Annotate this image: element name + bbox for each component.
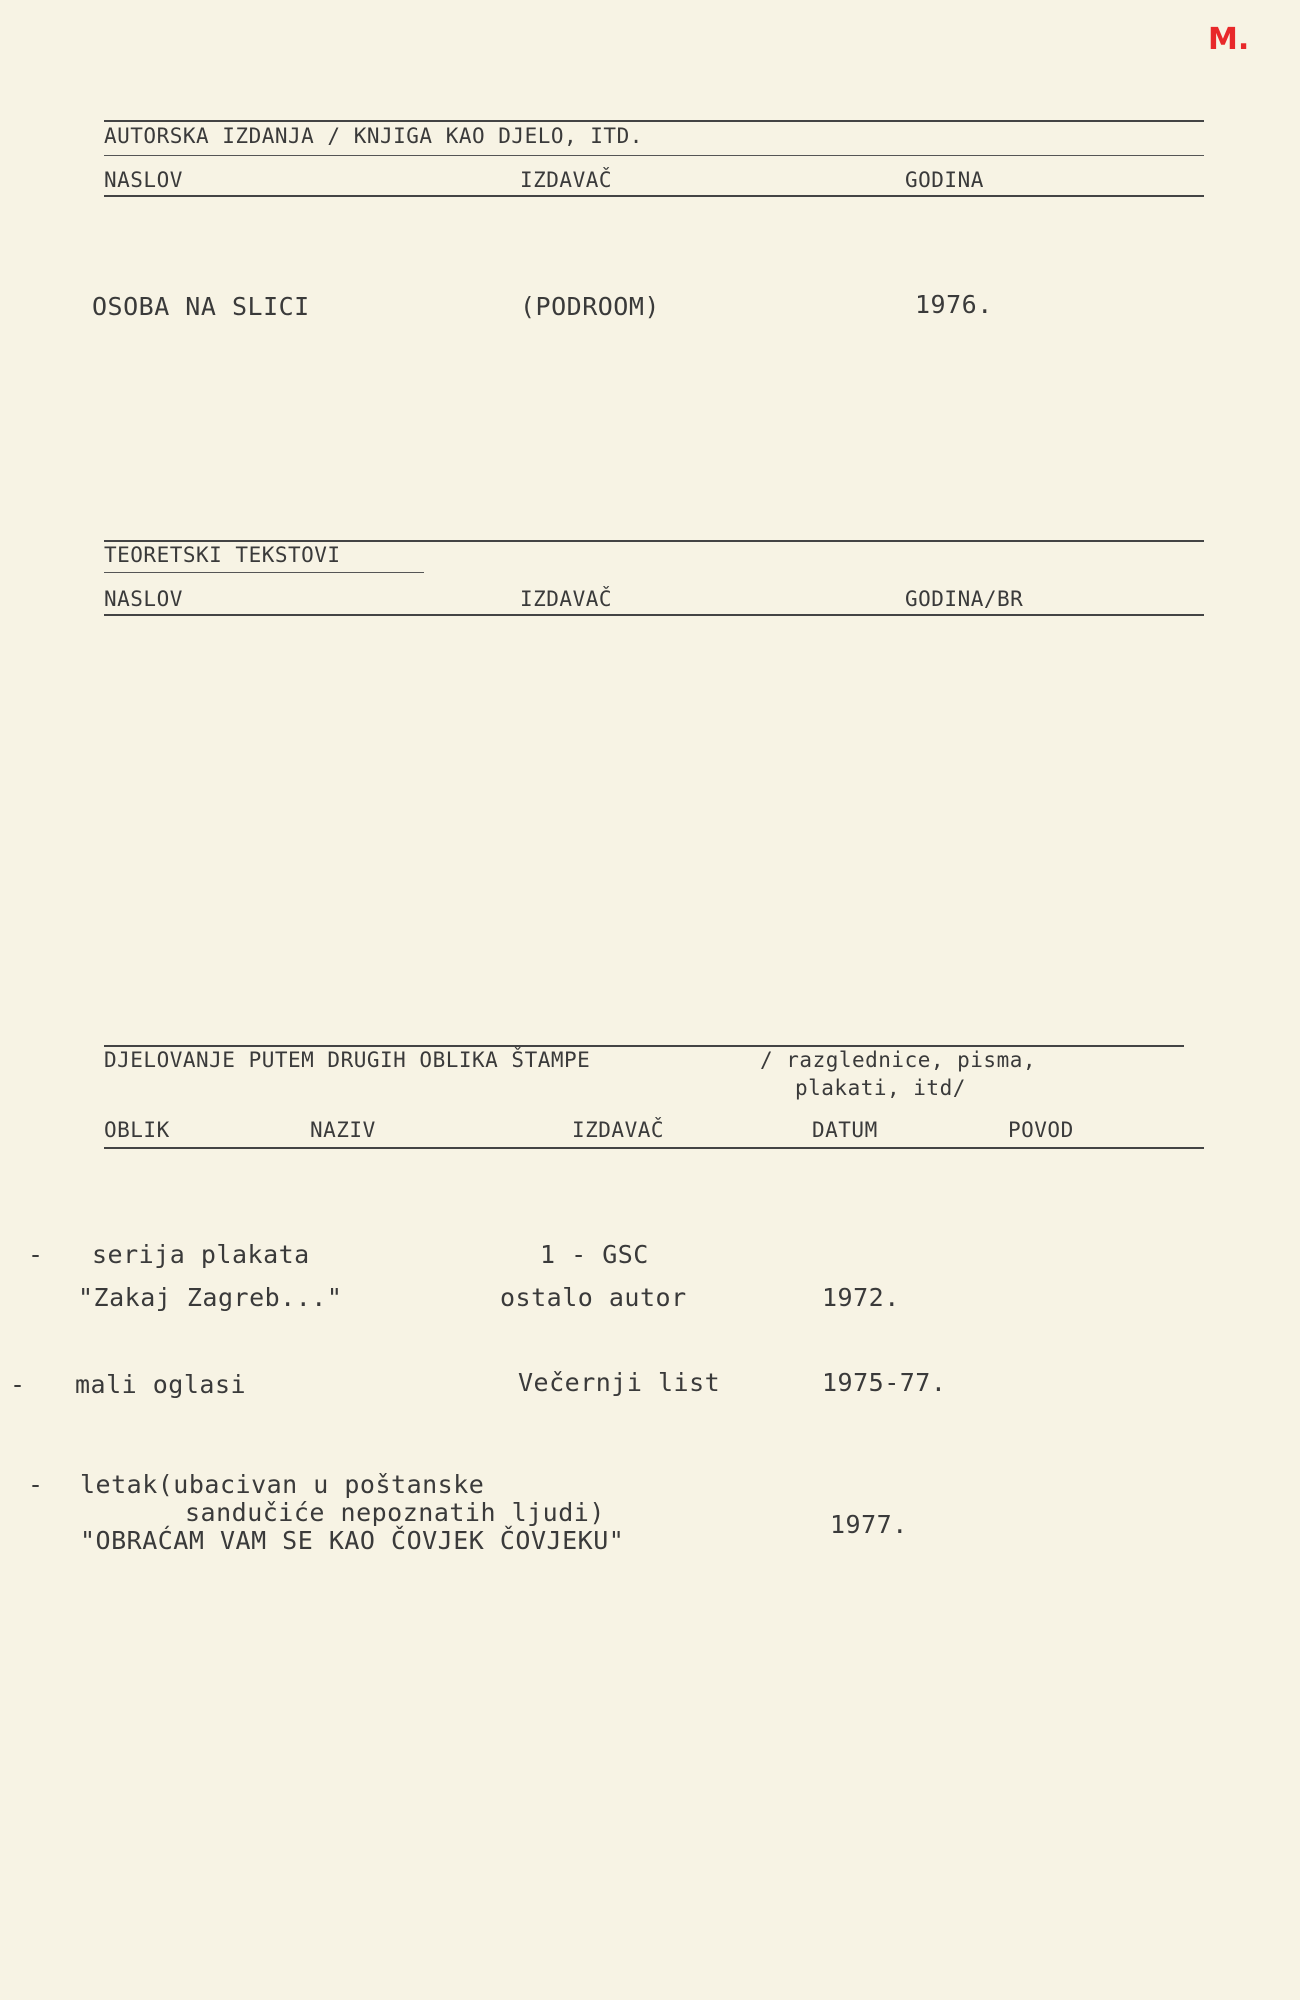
entry2-dash: - <box>10 1370 26 1399</box>
section3-col-datum: DATUM <box>812 1118 878 1142</box>
section1-heading-rule <box>104 155 1204 156</box>
entry3-line2: sandučiće nepoznatih ljudi) <box>185 1498 605 1527</box>
section3-col-oblik: OBLIK <box>104 1118 170 1142</box>
section1-heading: AUTORSKA IZDANJA / KNJIGA KAO DJELO, ITD. <box>104 124 643 148</box>
section1-columns-rule <box>104 195 1204 197</box>
section2-heading-rule <box>104 572 424 573</box>
section2-top-rule <box>104 540 1204 542</box>
section2-col-godina-br: GODINA/BR <box>905 587 1024 611</box>
section1-col-izdavac: IZDAVAČ <box>520 168 613 192</box>
entry1-izdavac-note: ostalo autor <box>500 1283 687 1312</box>
section1-row-godina: 1976. <box>915 290 993 319</box>
section1-top-rule <box>104 120 1204 122</box>
entry1-izdavac: 1 - GSC <box>540 1240 649 1269</box>
entry1-dash: - <box>28 1240 44 1269</box>
section1-row-naslov: OSOBA NA SLICI <box>92 292 310 321</box>
entry2-oblik: mali oglasi <box>75 1370 247 1399</box>
section3-heading: DJELOVANJE PUTEM DRUGIH OBLIKA ŠTAMPE <box>104 1048 591 1072</box>
section1-row-izdavac: (PODROOM) <box>520 292 660 321</box>
section1-col-naslov: NASLOV <box>104 168 183 192</box>
section1-col-godina: GODINA <box>905 168 984 192</box>
entry1-oblik: serija plakata <box>92 1240 310 1269</box>
section3-heading-note-2: plakati, itd/ <box>795 1076 966 1100</box>
section3-heading-note-1: / razglednice, pisma, <box>760 1048 1037 1072</box>
entry3-title: "OBRAĆAM VAM SE KAO ČOVJEK ČOVJEKU" <box>80 1526 625 1555</box>
section3-col-naziv: NAZIV <box>310 1118 376 1142</box>
section3-col-povod: POVOD <box>1008 1118 1074 1142</box>
entry2-datum: 1975-77. <box>822 1368 947 1397</box>
entry3-dash: - <box>28 1470 44 1499</box>
entry1-naziv: "Zakaj Zagreb..." <box>78 1283 343 1312</box>
entry1-datum: 1972. <box>822 1283 900 1312</box>
entry3-line1: letak(ubacivan u poštanske <box>80 1470 485 1499</box>
entry3-datum: 1977. <box>830 1510 908 1539</box>
section2-col-naslov: NASLOV <box>104 587 183 611</box>
section3-top-rule <box>104 1045 1184 1047</box>
section2-col-izdavac: IZDAVAČ <box>520 587 613 611</box>
corner-mark: M. <box>1208 22 1250 57</box>
section2-heading: TEORETSKI TEKSTOVI <box>104 543 341 567</box>
section2-columns-rule <box>104 614 1204 616</box>
entry2-izdavac: Večernji list <box>518 1368 721 1397</box>
section3-columns-rule <box>104 1147 1204 1149</box>
section3-col-izdavac: IZDAVAČ <box>572 1118 665 1142</box>
